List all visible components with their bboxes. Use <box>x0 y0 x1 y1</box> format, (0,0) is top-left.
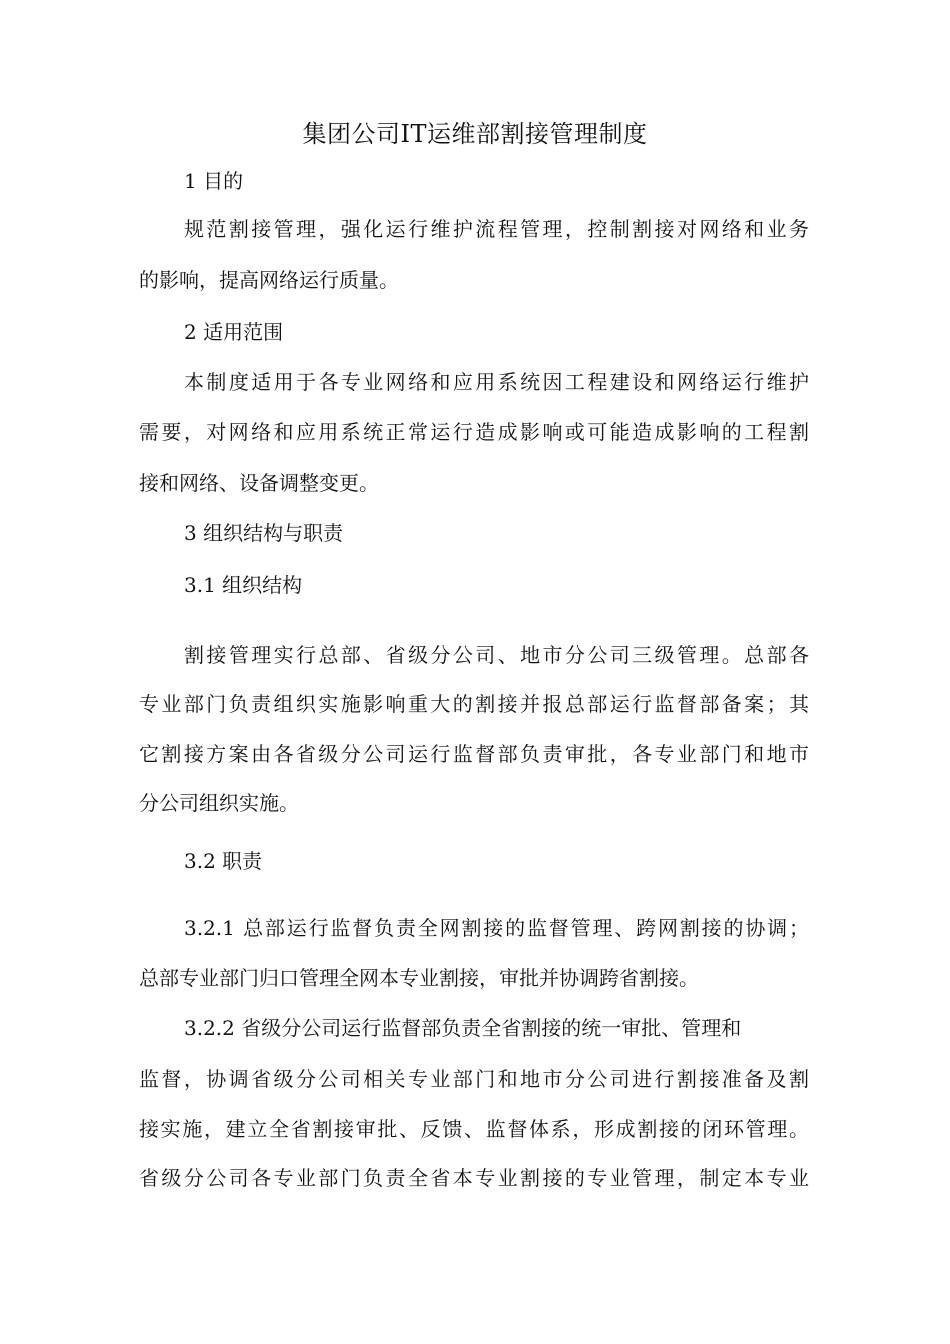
paragraph-line: 它割接方案由各省级分公司运行监督部负责审批，各专业部门和地市 <box>139 742 809 766</box>
document-title: 集团公司IT运维部割接管理制度 <box>302 120 648 148</box>
paragraph-line: 规范割接管理，强化运行维护流程管理，控制割接对网络和业务 <box>184 217 809 241</box>
paragraph-line: 分公司组织实施。 <box>139 791 299 815</box>
subsection-heading-duties: 3.2 职责 <box>184 849 263 873</box>
paragraph-line: 3.2.1 总部运行监督负责全网割接的监督管理、跨网割接的协调； <box>184 916 809 940</box>
paragraph-line: 省级分公司各专业部门负责全省本专业割接的专业管理，制定本专业 <box>139 1166 809 1190</box>
subsection-heading-structure: 3.1 组织结构 <box>184 573 303 597</box>
paragraph-line: 接实施，建立全省割接审批、反馈、监督体系，形成割接的闭环管理。 <box>139 1117 809 1141</box>
paragraph-line: 总部专业部门归口管理全网本专业割接，审批并协调跨省割接。 <box>139 966 699 990</box>
section-heading-organization: 3 组织结构与职责 <box>184 521 344 545</box>
paragraph-line: 专业部门负责组织实施影响重大的割接并报总部运行监督部备案；其 <box>139 692 809 716</box>
paragraph-line: 接和网络、设备调整变更。 <box>139 471 379 495</box>
paragraph-line: 3.2.2 省级分公司运行监督部负责全省割接的统一审批、管理和 <box>184 1016 742 1040</box>
section-heading-scope: 2 适用范围 <box>184 320 284 344</box>
paragraph-line: 监督，协调省级分公司相关专业部门和地市分公司进行割接准备及割 <box>139 1067 809 1091</box>
section-heading-purpose: 1 目的 <box>184 169 244 193</box>
paragraph-line: 需要，对网络和应用系统正常运行造成影响或可能造成影响的工程割 <box>139 420 809 444</box>
paragraph-line: 割接管理实行总部、省级分公司、地市分公司三级管理。总部各 <box>184 643 809 667</box>
paragraph-line: 本制度适用于各专业网络和应用系统因工程建设和网络运行维护 <box>184 370 809 394</box>
paragraph-line: 的影响，提高网络运行质量。 <box>139 268 399 292</box>
